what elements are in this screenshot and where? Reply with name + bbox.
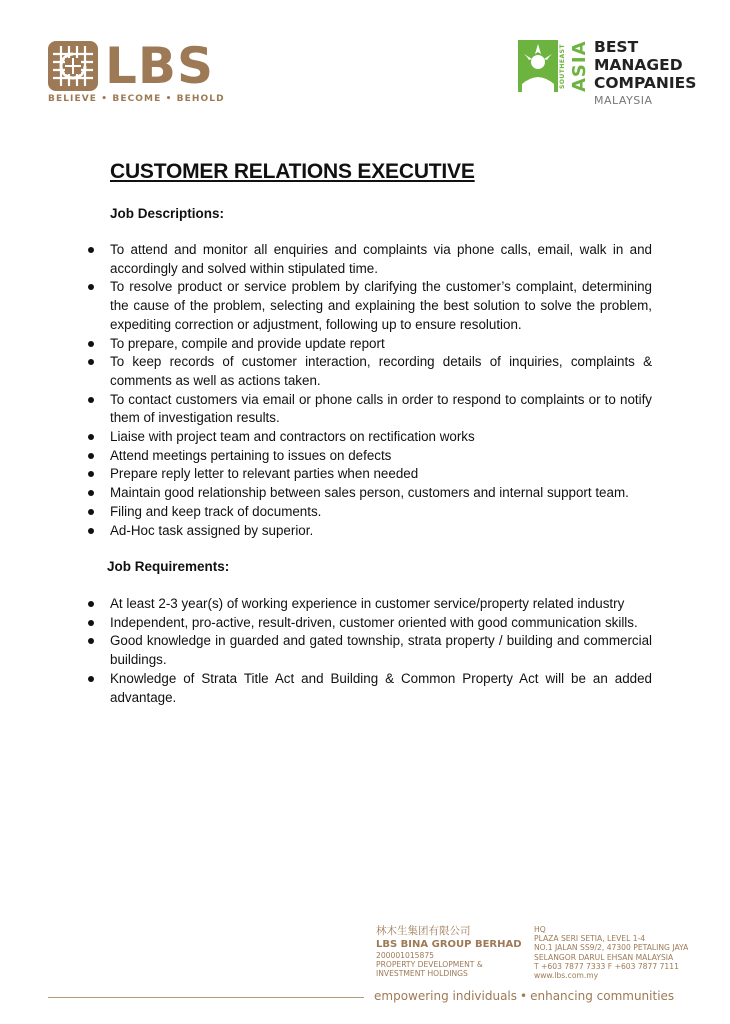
- list-item-text: Good knowledge in guarded and gated township, strata property / building and commercial buildings.: [110, 633, 652, 668]
- lbs-logo: [47, 37, 225, 108]
- descriptions-list: [86, 241, 652, 540]
- lbs-tagline: BELIEVE • BECOME • BEHOLD: [48, 94, 225, 104]
- list-item-text: Maintain good relationship between sales person, customers and internal support team.: [110, 485, 629, 501]
- list-item-text: Filing and keep track of documents.: [110, 503, 322, 519]
- list-item-text: Knowledge of Strata Title Act and Building & Common Property Act will be an added advantage.: [110, 670, 652, 705]
- company-name: LBS BINA GROUP BERHAD: [376, 939, 522, 950]
- lbs-emblem-icon: [47, 40, 99, 92]
- bullet-icon: [88, 453, 94, 459]
- bullet-icon: [88, 676, 94, 682]
- award-line-3: COMPANIES: [594, 74, 697, 92]
- list-item: [86, 632, 652, 669]
- slogan-right: enhancing communities: [530, 989, 675, 1003]
- company-reg-no: 200001015875: [376, 951, 434, 960]
- address-phone: T +603 7877 7333 F +603 7877 7111: [534, 961, 679, 971]
- bullet-icon: [88, 341, 94, 347]
- list-item: [86, 484, 652, 503]
- award-region-small: SOUTHEAST: [559, 43, 566, 89]
- bullet-icon: [88, 471, 94, 477]
- list-item: [86, 447, 652, 466]
- list-item: [86, 428, 652, 447]
- slogan-separator: •: [520, 989, 528, 1003]
- list-item-text: To contact customers via email or phone calls in order to respond to complaints or to notify them of investigation results.: [110, 391, 652, 426]
- slogan-left: empowering individuals: [374, 989, 518, 1003]
- footer-address: [534, 925, 714, 980]
- list-item-text: At least 2-3 year(s) of working experience in customer service/property related industry: [110, 596, 625, 611]
- company-business-line-1: PROPERTY DEVELOPMENT &: [376, 960, 483, 969]
- descriptions-heading: Job Descriptions:: [110, 206, 225, 221]
- list-item: [86, 391, 652, 428]
- address-line-3: SELANGOR DARUL EHSAN MALAYSIA: [534, 952, 674, 962]
- list-item: [86, 670, 652, 707]
- address-label: HQ: [534, 925, 546, 934]
- list-item: [86, 503, 652, 522]
- best-managed-companies-logo: [518, 38, 708, 110]
- list-item-text: Independent, pro-active, result-driven, customer oriented with good communication skills.: [110, 614, 638, 630]
- list-item-text: Ad-Hoc task assigned by superior.: [110, 522, 314, 538]
- requirements-list: [86, 595, 652, 707]
- list-item-text: To keep records of customer interaction, recording details of inquiries, complaints & comments as well as actions taken.: [110, 354, 652, 388]
- footer-company: [376, 925, 526, 978]
- award-line-1: BEST: [594, 38, 639, 56]
- award-region-large: ASIA: [569, 40, 590, 92]
- bullet-icon: [88, 284, 94, 290]
- list-item: [86, 353, 652, 390]
- list-item: [86, 465, 652, 484]
- award-title: [594, 38, 696, 92]
- list-item-text: To prepare, compile and provide update report: [110, 335, 385, 351]
- list-item-text: Liaise with project team and contractors on rectification works: [110, 429, 475, 445]
- bullet-icon: [88, 397, 94, 403]
- list-item-text: To attend and monitor all enquiries and complaints via phone calls, email, walk in and accordingly and solved within stipulated time.: [110, 242, 652, 276]
- footer-slogan: [374, 989, 674, 1003]
- company-chinese-name: 林木生集团有限公司: [376, 925, 471, 937]
- job-title: CUSTOMER RELATIONS EXECUTIVE: [110, 160, 475, 183]
- lbs-wordmark: LBS: [105, 37, 214, 95]
- bullet-icon: [88, 359, 94, 365]
- address-line-2: NO.1 JALAN SS9/2, 47300 PETALING JAYA: [534, 943, 689, 953]
- bullet-icon: [88, 638, 94, 644]
- bullet-icon: [88, 509, 94, 515]
- list-item-text: To resolve product or service problem by clarifying the customer’s complaint, determining the cause of the problem, selecting and explaining the best solution to solve the problem, expediting correction or adjustment, following up to ensure resolution.: [110, 279, 652, 332]
- company-business-line-2: INVESTMENT HOLDINGS: [376, 969, 468, 978]
- address-line-1: PLAZA SERI SETIA, LEVEL 1-4: [534, 934, 646, 944]
- award-emblem-icon: [518, 40, 558, 92]
- award-line-2: MANAGED: [594, 56, 683, 74]
- list-item: [86, 614, 652, 633]
- bullet-icon: [88, 528, 94, 534]
- requirements-heading: Job Requirements:: [107, 559, 230, 574]
- footer-divider: [48, 997, 364, 998]
- list-item-text: Prepare reply letter to relevant parties when needed: [110, 466, 419, 482]
- list-item: [86, 335, 652, 354]
- list-item-text: Attend meetings pertaining to issues on defects: [110, 447, 392, 463]
- list-item: [86, 241, 652, 278]
- list-item: [86, 595, 652, 614]
- award-country: MALAYSIA: [594, 94, 653, 107]
- address-website: www.lbs.com.my: [534, 971, 599, 981]
- list-item: [86, 522, 652, 541]
- bullet-icon: [88, 434, 94, 440]
- bullet-icon: [88, 490, 94, 496]
- list-item: [86, 278, 652, 334]
- bullet-icon: [88, 601, 94, 607]
- bullet-icon: [88, 247, 94, 253]
- bullet-icon: [88, 620, 94, 626]
